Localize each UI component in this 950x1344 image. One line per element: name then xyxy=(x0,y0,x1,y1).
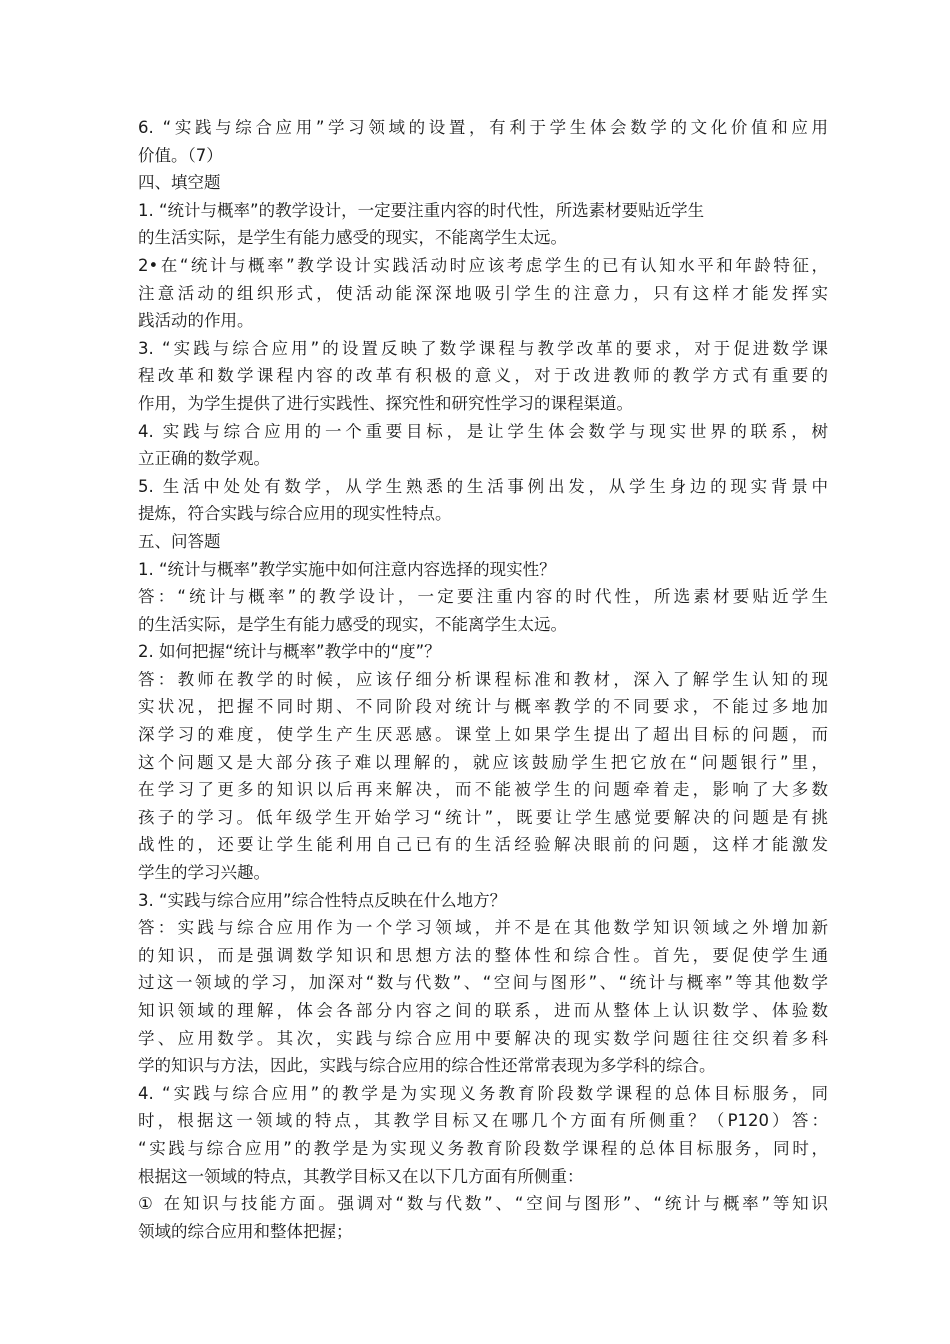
answer-line: 答：“统计与概率”的教学设计，一定要注重内容的时代性，所选素材要贴近学生 xyxy=(138,587,828,607)
answer-line: 领域的综合应用和整体把握； xyxy=(138,1221,353,1241)
answer-line: 知识领域的理解，体会各部分内容之间的联系，进而从整体上认识数学、体验数 xyxy=(138,1001,828,1020)
text-line: 作用，为学生提供了进行实践性、探究性和研究性学习的课程渠道。 xyxy=(138,393,633,413)
question-line: 时，根据这一领域的特点，其教学目标又在哪几个方面有所侧重？（P120）答： xyxy=(138,1111,828,1131)
section-heading-qa: 五、问答题 xyxy=(138,531,221,551)
question-line: 3. “实践与综合应用”综合性特点反映在什么地方？ xyxy=(138,890,507,910)
document-page xyxy=(138,114,828,1245)
text-line: 6. “实践与综合应用”学习领域的设置，有利于学生体会数学的文化价值和应用 xyxy=(138,118,828,137)
answer-line: 这个问题又是大部分孩子难以理解的，就应该鼓励学生把它放在“问题银行”里， xyxy=(138,752,828,772)
answer-line: “实践与综合应用”的教学是为实现义务教育阶段数学课程的总体目标服务，同时， xyxy=(138,1138,828,1158)
text-line: 价值。（7） xyxy=(138,145,223,165)
answer-line: 的生活实际，是学生有能力感受的现实，不能离学生太远。 xyxy=(138,614,567,634)
answer-line: 孩子的学习。低年级学生开始学习“统计”，既要让学生感觉要解决的问题是有挑 xyxy=(138,807,828,827)
text-line: 程改革和数学课程内容的改革有积极的意义，对于改进教师的教学方式有重要的 xyxy=(138,366,828,386)
answer-line: 实状况，把握不同时期、不同阶段对统计与概率教学的不同要求，不能过多地加 xyxy=(138,697,828,717)
answer-line: 学、应用数学。其次，实践与综合应用中要解决的现实数学问题往往交织着多科 xyxy=(138,1028,828,1048)
text-line: 立正确的数学观。 xyxy=(138,449,270,469)
answer-line: 过这一领域的学习，加深对“数与代数”、“空间与图形”、“统计与概率”等其他数学 xyxy=(138,973,828,993)
text-line: 2•在“统计与概率”教学设计实践活动时应该考虑学生的已有认知水平和年龄特征， xyxy=(138,255,828,275)
question-line: 2. 如何把握“统计与概率”教学中的“度”？ xyxy=(138,642,441,662)
answer-line: 答：实践与综合应用作为一个学习领域，并不是在其他数学知识领域之外增加新 xyxy=(138,918,828,938)
section-heading-fill-blank: 四、填空题 xyxy=(138,173,221,193)
text-line: 1. “统计与概率”的教学设计，一定要注重内容的时代性，所选素材要贴近学生 xyxy=(138,200,705,220)
question-line: 1. “统计与概率”教学实施中如何注意内容选择的现实性？ xyxy=(138,559,556,579)
answer-line: 答：教师在教学的时候，应该仔细分析课程标准和教材，深入了解学生认知的现 xyxy=(138,669,828,689)
answer-line: 深学习的难度，使学生产生厌恶感。课堂上如果学生提出了超出目标的问题，而 xyxy=(138,725,828,745)
text-line: 提炼，符合实践与综合应用的现实性特点。 xyxy=(138,504,452,524)
text-line: 3. “实践与综合应用”的设置反映了数学课程与教学改革的要求，对于促进数学课 xyxy=(138,338,828,358)
answer-line: 根据这一领域的特点，其教学目标又在以下几方面有所侧重： xyxy=(138,1166,584,1186)
text-line: 践活动的作用。 xyxy=(138,311,254,331)
answer-line: ① 在知识与技能方面。强调对“数与代数”、“空间与图形”、“统计与概率”等知识 xyxy=(138,1194,828,1214)
question-line: 4. “实践与综合应用”的教学是为实现义务教育阶段数学课程的总体目标服务，同 xyxy=(138,1083,828,1103)
text-line: 5. 生活中处处有数学，从学生熟悉的生活事例出发，从学生身边的现实背景中 xyxy=(138,476,828,496)
answer-line: 学的知识与方法，因此，实践与综合应用的综合性还常常表现为多学科的综合。 xyxy=(138,1056,716,1076)
answer-line: 战性的，还要让学生能利用自己已有的生活经验解决眼前的问题，这样才能激发 xyxy=(138,835,828,855)
answer-line: 的知识，而是强调数学知识和思想方法的整体性和综合性。首先，要促使学生通 xyxy=(138,945,828,965)
text-line: 4. 实践与综合应用的一个重要目标，是让学生体会数学与现实世界的联系，树 xyxy=(138,421,828,441)
text-line: 的生活实际，是学生有能力感受的现实，不能离学生太远。 xyxy=(138,228,567,248)
answer-line: 在学习了更多的知识以后再来解决，而不能被学生的问题牵着走，影响了大多数 xyxy=(138,780,828,800)
text-line: 注意活动的组织形式，使活动能深深地吸引学生的注意力，只有这样才能发挥实 xyxy=(138,283,828,303)
answer-line: 学生的学习兴趣。 xyxy=(138,863,270,883)
